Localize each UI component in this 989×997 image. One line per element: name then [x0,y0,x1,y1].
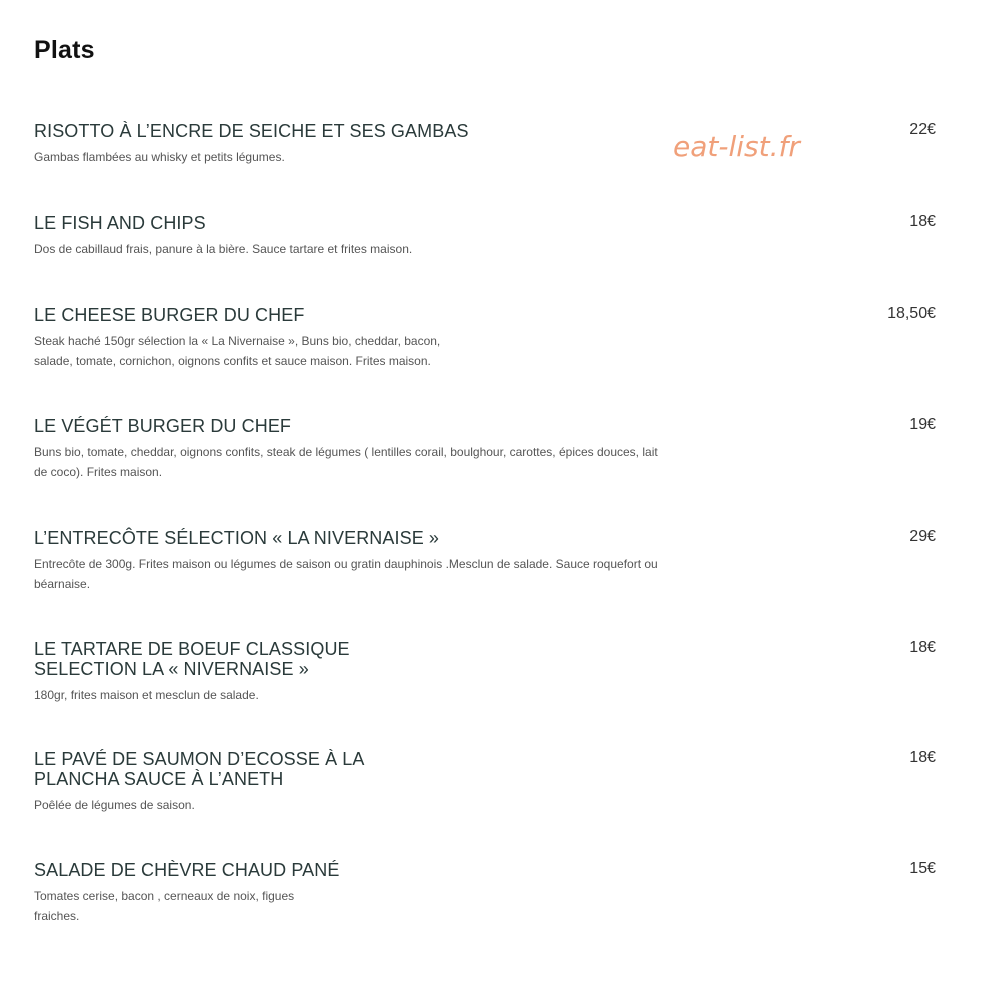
menu-item [34,305,936,371]
item-description [34,554,936,594]
page-title: Plats [34,36,95,64]
description-line: de coco). Frites maison. [34,465,163,479]
menu-item [34,860,936,926]
item-description [34,886,936,926]
item-name-line: SELECTION LA « NIVERNAISE » [34,659,309,679]
description-line: Buns bio, tomate, cheddar, oignons confits, steak de légumes ( lentilles corail, boulghour, carottes, épices douces, lait [34,445,658,459]
item-name-line: LE TARTARE DE BOEUF CLASSIQUE [34,639,350,659]
item-price: 19€ [909,416,936,433]
item-price: 22€ [909,121,936,138]
item-name: LE VÉGÉT BURGER DU CHEF [34,416,292,436]
watermark-text: eat-list.fr [673,130,800,163]
item-name [34,639,936,679]
item-description: Dos de cabillaud frais, panure à la bière. Sauce tartare et frites maison. [34,242,413,256]
item-name: RISOTTO À L’ENCRE DE SEICHE ET SES GAMBAS [34,121,469,141]
item-description: Poêlée de légumes de saison. [34,798,195,812]
menu-item [34,639,936,705]
item-name: L’ENTRECÔTE SÉLECTION « LA NIVERNAISE » [34,528,440,548]
item-name-line: PLANCHA SAUCE À L’ANETH [34,769,284,789]
menu-item [34,121,936,167]
description-line: fraiches. [34,909,80,923]
item-price: 15€ [909,860,936,877]
item-name-line: LE PAVÉ DE SAUMON D’ECOSSE À LA [34,749,365,769]
description-line: Tomates cerise, bacon , cerneaux de noix, figues [34,889,295,903]
item-price: 18,50€ [887,305,936,322]
item-name: LE CHEESE BURGER DU CHEF [34,305,305,325]
description-line: Steak haché 150gr sélection la « La Nivernaise », Buns bio, cheddar, bacon, [34,334,441,348]
description-line: salade, tomate, cornichon, oignons confits et sauce maison. Frites maison. [34,354,431,368]
item-name: SALADE DE CHÈVRE CHAUD PANÉ [34,860,340,880]
menu-item [34,749,936,815]
item-description: 180gr, frites maison et mesclun de salade. [34,688,259,702]
menu-item [34,213,936,259]
description-line: béarnaise. [34,577,91,591]
item-price: 18€ [909,639,936,656]
menu-item [34,416,936,482]
item-name: LE FISH AND CHIPS [34,213,206,233]
menu-item [34,528,936,594]
item-name [34,749,936,789]
item-description [34,331,936,371]
item-description [34,442,936,482]
item-price: 29€ [909,528,936,545]
item-description: Gambas flambées au whisky et petits légumes. [34,150,285,164]
description-line: Entrecôte de 300g. Frites maison ou légumes de saison ou gratin dauphinois .Mesclun de salade. Sauce roquefort ou [34,557,658,571]
item-price: 18€ [909,213,936,230]
item-price: 18€ [909,749,936,766]
